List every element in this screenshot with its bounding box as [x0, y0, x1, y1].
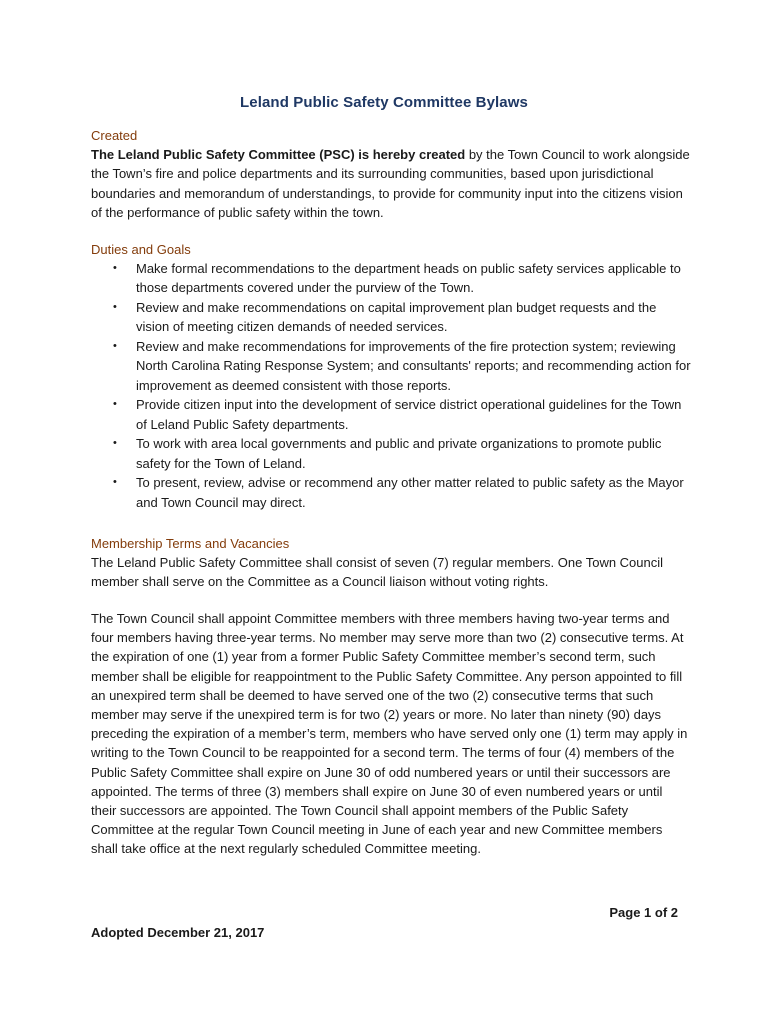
duty-text: Make formal recommendations to the department heads on public safety services applicable to those departments covered under the purview of the Town.: [136, 261, 681, 296]
membership-paragraph-2: The Town Council shall appoint Committee members with three members having two-year terms and four members having three-year terms. No member may serve more than two (2) consecutive terms. At the expiration of one (1) year from a former Public Safety Committee member’s second term, such member shall be eligible for reappointment to the Public Safety Committee. Any person appointed to fill an unexpired term shall be deemed to have served one of the two (2) consecutive terms that such member may serve if the unexpired term is for two (2) years or more. No later than ninety (90) days preceding the expiration of a member’s term, members who have served only one (1) term may apply in writing to the Town Council to be reappointed for a second term. The terms of four (4) members of the Public Safety Committee shall expire on June 30 of odd numbered years or until their successors are appointed. The terms of three (3) members shall expire on June 30 of even numbered years or until their successors are appointed. The Town Council shall appoint members of the Public Safety Committee at the regular Town Council meeting in June of each year and new Committee members shall take office at the next regularly scheduled Committee meeting.: [91, 611, 688, 857]
page-number: Page 1 of 2: [609, 905, 678, 920]
created-paragraph: [91, 145, 691, 222]
duty-text: Review and make recommendations on capital improvement plan budget requests and the vision of meeting citizen demands of needed services.: [136, 300, 657, 335]
duty-text: Review and make recommendations for improvements of the fire protection system; reviewing North Carolina Rating Response System; and consultants' reports; and recommending action for improvement as deemed consistent with those reports.: [136, 339, 691, 393]
membership-heading: Membership Terms and Vacancies: [91, 536, 290, 551]
bullet-icon: •: [113, 262, 117, 275]
document-title: Leland Public Safety Committee Bylaws: [240, 94, 528, 111]
created-heading: Created: [91, 128, 138, 143]
bullet-icon: •: [113, 476, 117, 489]
list-item: [91, 298, 691, 336]
list-item: [91, 337, 691, 395]
adopted-date: Adopted December 21, 2017: [91, 925, 265, 940]
list-item: [91, 434, 691, 472]
duty-text: Provide citizen input into the development of service district operational guidelines for the Town of Leland Public Safety departments.: [136, 397, 682, 432]
created-section: [91, 126, 691, 222]
duty-text: To work with area local governments and public and private organizations to promote public safety for the Town of Leland.: [136, 436, 662, 471]
duty-text: To present, review, advise or recommend any other matter related to public safety as the Mayor and Town Council may direct.: [136, 475, 684, 510]
bullet-icon: •: [113, 301, 117, 314]
membership-section: [91, 534, 691, 592]
created-lead: The Leland Public Safety Committee (PSC) is hereby created: [91, 147, 466, 163]
bullet-icon: •: [113, 398, 117, 411]
created-text: by the Town Council to work alongside the Town’s fire and police departments and its surrounding communities, based upon jurisdictional boundaries and memorandum of understandings, to provide for community input into the citizens vision of the performance of public safety within the town.: [91, 147, 690, 220]
list-item: [91, 473, 691, 511]
list-item: [91, 259, 691, 297]
membership-paragraph-1: The Leland Public Safety Committee shall consist of seven (7) regular members. One Town Council member shall serve on the Committee as a Council liaison without voting rights.: [91, 555, 664, 590]
bullet-icon: •: [113, 340, 117, 353]
list-item: [91, 395, 691, 433]
duties-list: [91, 259, 691, 512]
membership-paragraph-2-block: [91, 609, 691, 859]
duties-section: [91, 240, 691, 512]
duties-heading: Duties and Goals: [91, 242, 191, 257]
bullet-icon: •: [113, 437, 117, 450]
